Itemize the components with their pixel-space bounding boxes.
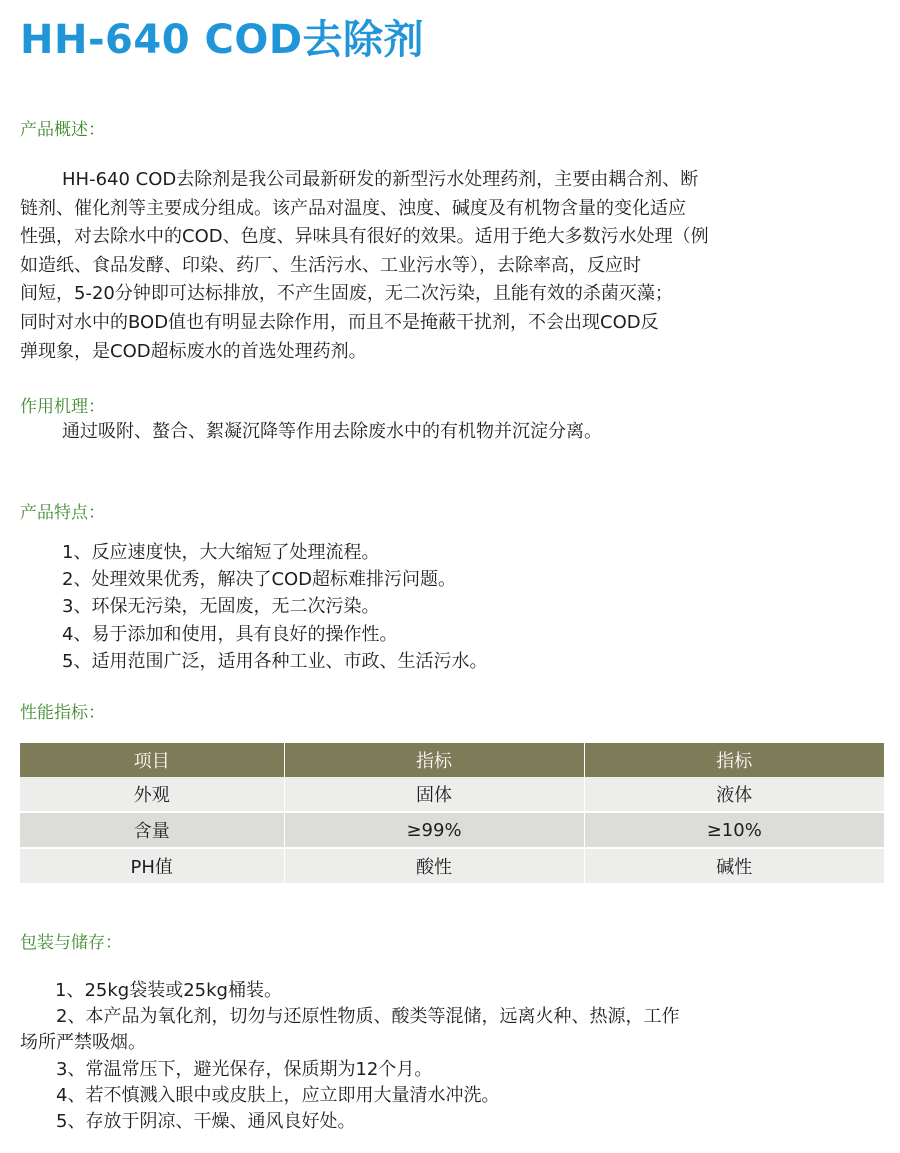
table-cell: ≥99% — [284, 812, 584, 848]
table-cell: 酸性 — [284, 848, 584, 884]
storage-list — [20, 978, 679, 1135]
table-cell: PH值 — [20, 848, 284, 884]
list-item: 5、存放于阴凉、干燥、通风良好处。 — [56, 1111, 356, 1133]
overview-line: 弹现象，是COD超标废水的首选处理药剂。 — [20, 340, 367, 362]
overview-line: 链剂、催化剂等主要成分组成。该产品对温度、浊度、碱度及有机物含量的变化适应 — [20, 197, 686, 219]
overview-heading: 产品概述： — [20, 120, 105, 140]
overview-line: 性强，对去除水中的COD、色度、异味具有很好的效果。适用于绝大多数污水处理（例 — [20, 226, 709, 248]
overview-line: 同时对水中的BOD值也有明显去除作用，而且不是掩蔽干扰剂，不会出现COD反 — [20, 311, 659, 333]
table-row — [20, 812, 884, 848]
table-cell: 外观 — [20, 777, 284, 812]
mechanism-text: 通过吸附、螯合、絮凝沉降等作用去除废水中的有机物并沉淀分离。 — [62, 421, 602, 442]
list-item: 4、若不慎溅入眼中或皮肤上，应立即用大量清水冲洗。 — [56, 1084, 500, 1106]
table-cell: 含量 — [20, 812, 284, 848]
table-cell: 液体 — [584, 777, 884, 812]
column-header: 项目 — [20, 743, 284, 777]
table-row — [20, 777, 884, 812]
overview-paragraph — [20, 166, 790, 366]
list-item: 2、本产品为氧化剂，切勿与还原性物质、酸类等混储，远离火种、热源，工作 — [56, 1006, 680, 1028]
list-item-continuation: 场所严禁吸烟。 — [20, 1032, 146, 1054]
mechanism-paragraph — [20, 418, 790, 447]
table-cell: 固体 — [284, 777, 584, 812]
performance-table — [20, 743, 884, 885]
performance-heading: 性能指标： — [20, 703, 105, 723]
features-list — [62, 539, 487, 675]
table-cell: ≥10% — [584, 812, 884, 848]
table-cell: 碱性 — [584, 848, 884, 884]
page-title: HH-640 COD去除剂 — [20, 17, 425, 63]
table-header-row — [20, 743, 884, 777]
column-header: 指标 — [284, 743, 584, 777]
column-header: 指标 — [584, 743, 884, 777]
list-item: 2、处理效果优秀，解决了COD超标难排污问题。 — [62, 569, 457, 591]
list-item: 1、25kg袋装或25kg桶装。 — [55, 980, 282, 1001]
list-item: 5、适用范围广泛，适用各种工业、市政、生活污水。 — [62, 650, 488, 672]
mechanism-heading: 作用机理： — [20, 397, 105, 417]
list-item: 3、环保无污染，无固废，无二次污染。 — [62, 596, 380, 618]
features-heading: 产品特点： — [20, 503, 105, 523]
list-item: 4、易于添加和使用，具有良好的操作性。 — [62, 623, 398, 645]
list-item: 3、常温常压下，避光保存，保质期为12个月。 — [56, 1058, 433, 1080]
overview-line: HH-640 COD去除剂是我公司最新研发的新型污水处理药剂，主要由耦合剂、断 — [62, 169, 699, 190]
list-item: 1、反应速度快，大大缩短了处理流程。 — [62, 542, 380, 563]
overview-line: 间短，5-20分钟即可达标排放，不产生固废，无二次污染，且能有效的杀菌灭藻； — [20, 283, 673, 305]
overview-line: 如造纸、食品发酵、印染、药厂、生活污水、工业污水等），去除率高，反应时 — [20, 254, 641, 276]
storage-heading: 包装与储存： — [20, 933, 122, 953]
table-row — [20, 848, 884, 884]
